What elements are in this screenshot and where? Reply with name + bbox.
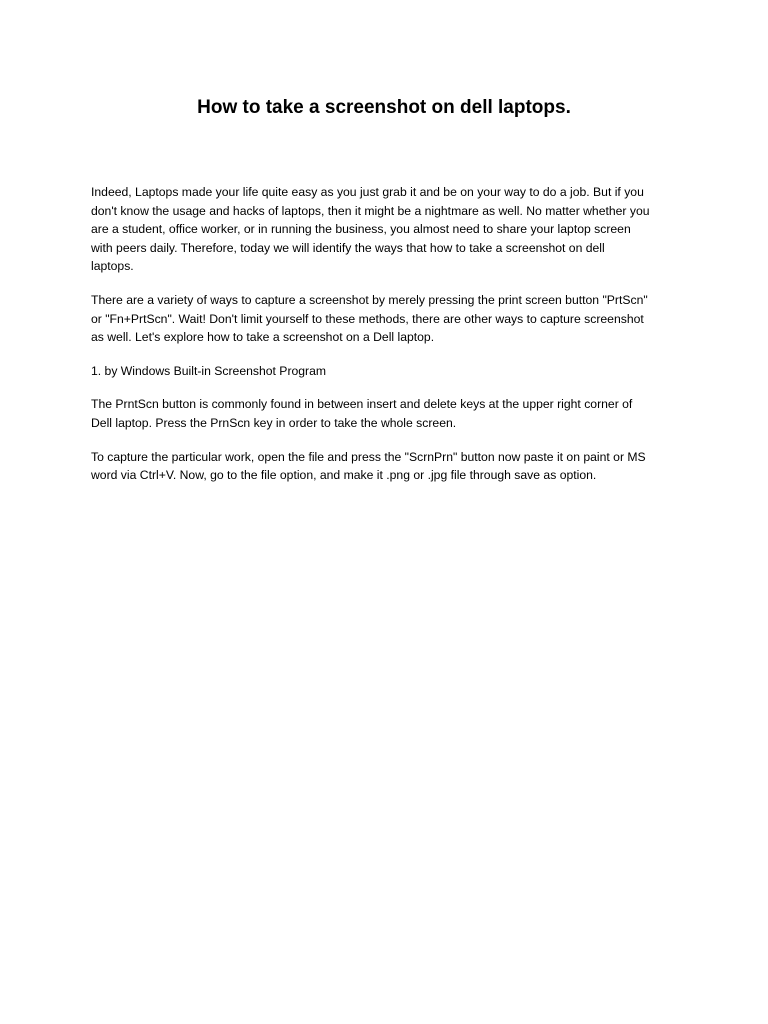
- text-line: Indeed, Laptops made your life quite easy as you just grab it and be on your way to do a job. But if you: [91, 185, 644, 199]
- paragraph-intro: [91, 183, 687, 276]
- paragraph-prtscn-location: [91, 395, 687, 432]
- text-line: To capture the particular work, open the file and press the "ScrnPrn" button now paste it on paint or MS: [91, 449, 646, 464]
- text-line: don't know the usage and hacks of laptops, then it might be a nightmare as well. No matter whether you: [91, 203, 650, 218]
- paragraph-methods: [91, 291, 687, 347]
- text-line: or "Fn+PrtScn". Wait! Don't limit yourself to these methods, there are other ways to capture screenshot: [91, 311, 644, 326]
- paragraph-capture-steps: [91, 448, 687, 485]
- text-line: laptops.: [91, 259, 134, 274]
- paragraph-heading-method-1: [91, 362, 687, 381]
- text-line: are a student, office worker, or in running the business, you almost need to share your laptop screen: [91, 222, 631, 237]
- text-line: Dell laptop. Press the PrnScn key in order to take the whole screen.: [91, 415, 457, 430]
- document-body: [91, 183, 687, 500]
- document-title: How to take a screenshot on dell laptops.: [197, 97, 571, 118]
- text-line: with peers daily. Therefore, today we will identify the ways that how to take a screenshot on dell: [91, 240, 605, 255]
- text-line: 1. by Windows Built-in Screenshot Program: [91, 363, 327, 378]
- text-line: as well. Let's explore how to take a screenshot on a Dell laptop.: [91, 330, 435, 345]
- text-line: word via Ctrl+V. Now, go to the file option, and make it .png or .jpg file through save as option.: [91, 468, 597, 483]
- text-line: There are a variety of ways to capture a screenshot by merely pressing the print screen button "PrtScn": [91, 292, 648, 307]
- text-line: The PrntScn button is commonly found in between insert and delete keys at the upper right corner of: [91, 397, 633, 412]
